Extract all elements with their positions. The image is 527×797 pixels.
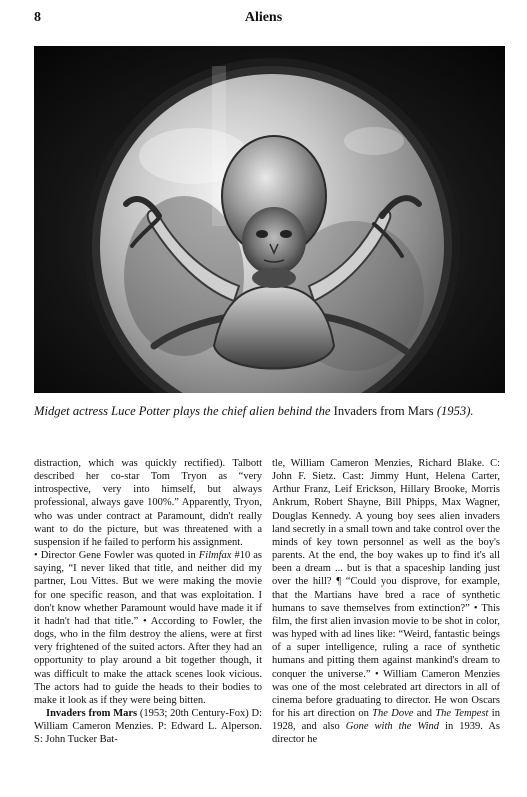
running-title: Aliens [244,10,283,25]
year-text: in 1928, and also [272,707,500,733]
caption-italic-text: Midget actress Luce Potter plays the chief alien behind the [34,404,331,418]
fowler-intro-text: • Director Gene Fowler was quoted in [34,550,199,562]
entry-title-invaders-from-mars: Invaders from Mars [46,707,138,719]
film-title-the-dove: The Dove [372,707,414,719]
entry-credits-continued: tle, William Cameron Menzies, Richard Blake. C: John F. Sietz. Cast: Jimmy Hunt, Helena Carter, Arthur Franz, Leif Erickson, Hillary Brooke, Morris Ankrum, Robert Shayne, Bill Phipps, Max Wagner, Douglas Kennedy. A young boy sees alien invaders land secretly in a small town and take control over the minds of key town personnel as well as the boy's parents. At the end, the boy wakes up to find it's all been a dream ... but is that a spaceship landing just over the hill? ¶ “Could you disprove, for example, that the Martians have bred a race of synthetic humans to save themselves from extinction?” • This film, the first alien invasion movie to be shot in color, was hyped with ad lines like: “Weird, fantastic beings of a super intelligence, ruling a race of synthetic humans and pitting them against mankind's dream to conquer the universe.” • William Cameron Menzies was one of the most celebrated art directors in all of cinema before graduating to director. He won Oscars for his art direction on [272,458,500,719]
page-number: 8 [34,10,41,25]
conjunction-and: and [413,707,436,719]
fowler-quote-text: #10 as saying, “I never liked that title, and neither did my partner, Lou Vittes. But we were making the movie for one specific reason, and that was exploitation. I don't know whether Paramount would have made it if it hadn't had that title.” • According to Fowler, the dogs, who in the film destroy the aliens, were at first very frightened of the suited actors. After they had an opportunity to play around a bit together though, it was difficult to make the attack scenes look vicious. The actors had to guide the heads to their bodies to make it look as if they were being bitten. [34,550,262,706]
left-text-column [34,457,262,746]
filmfax-title: Filmfax [198,550,232,562]
entry-credits-start: (1953; 20th Century-Fox) D: William Cameron Menzies. P: Edward L. Alperson. S: John Tucker Bat- [34,707,263,746]
alien-photograph [34,46,505,393]
caption-film-title: Invaders from Mars [333,404,434,418]
caption-year: (1953). [436,404,474,418]
right-paragraph-1 [272,457,500,746]
film-title-gone-with-the-wind: Gone with the Wind [345,721,440,733]
photo-caption [34,403,505,420]
right-text-column [272,457,500,746]
left-paragraph-3 [34,707,262,746]
alien-photo-illustration [34,46,505,393]
left-paragraph-1: distraction, which was quickly rectified). Talbott described her co-star Tom Tryon as “very introspective, very into himself, but always professional, always gave 100%.” Apparently, Tryon, who was under contract at Paramount, didn't really want to do the picture, but was threatened with a suspension if he failed to perform his assignment. [34,458,262,548]
film-title-the-tempest: The Tempest [435,707,489,719]
closing-text: in 1939. As director he [272,721,500,746]
left-paragraph-2 [34,549,262,707]
